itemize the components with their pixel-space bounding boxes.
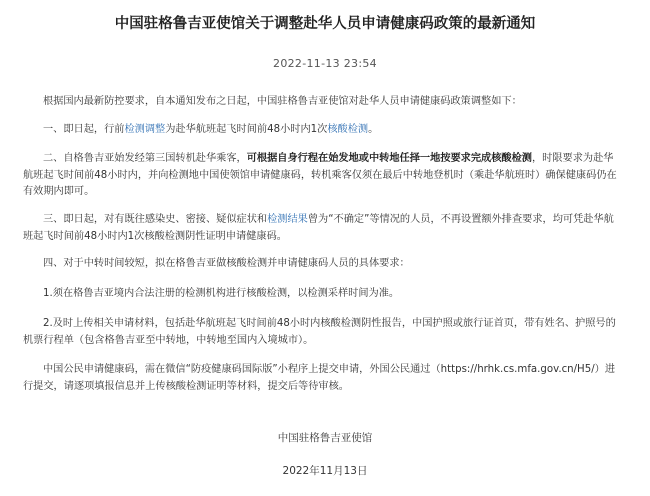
paragraph-1 xyxy=(23,122,623,139)
paragraph-7 xyxy=(23,362,623,395)
paragraph-2 xyxy=(23,151,623,201)
intro-text: 根据国内最新防控要求，自本通知发布之日起，中国驻格鲁吉亚使馆对赴华人员申请健康码政策调整如下： xyxy=(43,96,522,107)
paragraph-5 xyxy=(23,286,623,303)
p1-text-c: 为赴华航班起飞时间前48小时内1次 xyxy=(165,124,328,135)
article-title: 中国驻格鲁吉亚使馆关于调整赴华人员申请健康码政策的最新通知 xyxy=(114,16,536,32)
p7-text: 中国公民申请健康码，需在微信“防疫健康码国际版”小程序上提交申请，外国公民通过（https://hrhk.cs.mfa.gov.cn/H5/）进行提交，请逐项填报信息并上传核酸检测证明等材料，提交后等待审核。 xyxy=(23,364,616,392)
p2-text-a: 二、自格鲁吉亚始发经第三国转机赴华乘客， xyxy=(43,153,247,164)
p3-text-a: 三、即日起，对有既往感染史、密接、疑似症状和 xyxy=(43,214,268,225)
p2-text-c: ，时限要求为赴华航班起飞时间前48小时内，并向检测地中国使领馆申请健康码，转机乘客仅须在最后中转地登机时（乘赴华航班时）确保健康码仍在有效期内即可。 xyxy=(23,153,617,197)
intro-paragraph xyxy=(23,94,623,111)
signature: 中国驻格鲁吉亚使馆 xyxy=(277,432,373,444)
p1-keyword-link[interactable]: 检测调整 xyxy=(124,124,166,135)
p3-keyword-link[interactable]: 检测结果 xyxy=(267,214,308,225)
p2-bold-text: 可根据自身行程在始发地或中转地任择一地按要求完成核酸检测 xyxy=(246,153,532,164)
p6-text: 2.及时上传相关申请材料，包括赴华航班起飞时间前48小时内核酸检测阴性报告，中国护照或旅行证首页，带有姓名、护照号的机票行程单（包含格鲁吉亚至中转地，中转地至国内入境城市）。 xyxy=(23,318,616,346)
paragraph-6 xyxy=(23,316,623,349)
p1-text-a: 一、即日起，行前 xyxy=(43,124,125,135)
paragraph-3 xyxy=(23,212,623,245)
p1-keyword-link-2[interactable]: 核酸检测 xyxy=(327,124,369,135)
signature-date: 2022年11月13日 xyxy=(282,465,368,477)
publish-datetime: 2022-11-13 23:54 xyxy=(273,57,377,70)
p5-text: 1.须在格鲁吉亚境内合法注册的检测机构进行核酸检测，以检测采样时间为准。 xyxy=(43,288,400,299)
p4-text: 四、对于中转时间较短，拟在格鲁吉亚做核酸检测并申请健康码人员的具体要求： xyxy=(43,258,410,269)
paragraph-4 xyxy=(23,256,623,273)
p1-text-e: 。 xyxy=(368,124,379,135)
p3-text-c: 曾为“不确定”等情况的人员，不再设置额外排查要求，均可凭赴华航班起飞时间前48小时内1次核酸检测阴性证明申请健康码。 xyxy=(23,214,614,242)
